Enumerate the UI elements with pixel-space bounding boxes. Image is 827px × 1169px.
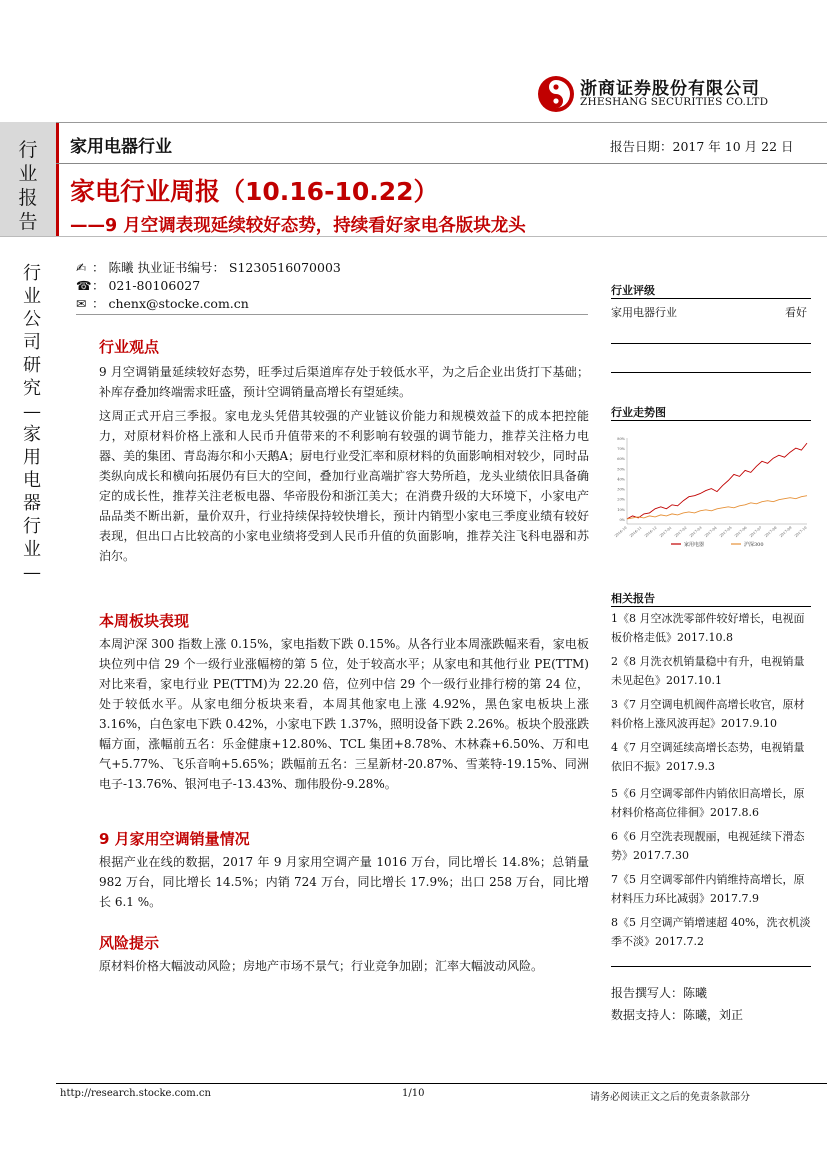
x-tick-label: 2017-06 bbox=[733, 525, 748, 539]
x-tick-label: 2016-11 bbox=[628, 525, 643, 539]
header-rule bbox=[56, 163, 827, 164]
ac-paragraph: 根据产业在线的数据，2017 年 9 月家用空调产量 1016 万台，同比增长 14.8%；总销量 982 万台，同比增长 14.5%；内销 724 万台，同比增长 17.9%；出口 258 万台，同比增长 6.1 %。 bbox=[99, 855, 589, 909]
view-paragraph-2: 这周正式开启三季报。家电龙头凭借其较强的产业链议价能力和规模效益下的成本把控能力，对原材料价格上涨和人民币升值带来的不利影响有较强的调节能力，推荐关注格力电器、美的集团、青岛海尔和小天鹅A；厨电行业受汇率和原材料的负面影响相对较少，同时品类纵向成长和横向拓展仍有巨大的空间，叠加行业高端扩容大势所趋，龙头业绩依旧具备确定的成长性，推荐关注老板电器、华帝股份和浙江美大；在消费升级的大环境下，小家电产品品类不断出新，量价双升，行业持续保持较快增长，预计内销型小家电三季度业绩有较好表现，但出口占比较高的小家电业绩将受到人民币升值的负面影响，推荐关注飞科电器和苏泊尔。 bbox=[99, 409, 589, 563]
contact-rule bbox=[76, 314, 588, 315]
section-title-risk: 风险提示 bbox=[99, 934, 160, 952]
industry-trend-chart bbox=[611, 432, 811, 552]
related-item[interactable]: 8《5 月空调产销增速超 40%，洗衣机淡季不淡》2017.7.2 bbox=[611, 916, 811, 948]
x-tick-label: 2017-04 bbox=[703, 525, 718, 539]
x-tick-label: 2017-03 bbox=[688, 525, 703, 539]
rating-rule-3 bbox=[611, 372, 811, 373]
page-number: 1/10 bbox=[402, 1088, 425, 1099]
series-line-0 bbox=[627, 443, 807, 519]
y-tick-label: 80% bbox=[617, 437, 625, 441]
related-item[interactable]: 4《7 月空调延续高增长态势，电视销量依旧不振》2017.9.3 bbox=[611, 741, 805, 773]
y-tick-label: 40% bbox=[617, 477, 625, 482]
y-tick-label: 20% bbox=[617, 497, 625, 502]
rating-value: 看好 bbox=[785, 306, 807, 319]
rating-row bbox=[611, 304, 807, 320]
legend-label: 家用电器 bbox=[684, 542, 705, 548]
related-bottom-rule bbox=[611, 966, 811, 967]
trend-rule bbox=[611, 420, 811, 421]
x-tick-label: 2017-01 bbox=[658, 525, 673, 539]
email-contact[interactable] bbox=[76, 294, 249, 312]
data-support: 数据支持人：陈曦，刘正 bbox=[611, 1008, 744, 1022]
x-tick-label: 2017-07 bbox=[748, 525, 763, 539]
x-tick-label: 2017-09 bbox=[778, 525, 793, 539]
company-name-en: ZHESHANG SECURITIES CO.LTD bbox=[580, 96, 769, 108]
section-title-view: 行业观点 bbox=[99, 338, 160, 356]
vertical-category-label: 行业公司研究—家用电器行业— bbox=[23, 263, 41, 583]
x-tick-label: 2017-08 bbox=[763, 525, 778, 539]
phone-contact bbox=[76, 276, 200, 294]
mail-icon: ✉ bbox=[76, 296, 87, 311]
company-logo bbox=[536, 72, 776, 116]
risk-paragraph: 原材料价格大幅波动风险；房地产市场不景气；行业竞争加剧；汇率大幅波动风险。 bbox=[99, 959, 544, 973]
related-item[interactable]: 6《6 月空洗表现靓丽，电视延续下滑态势》2017.7.30 bbox=[611, 830, 805, 862]
y-tick-label: 10% bbox=[617, 507, 625, 512]
company-name-cn: 浙商证券股份有限公司 bbox=[580, 79, 760, 99]
report-type-tab bbox=[0, 122, 56, 236]
board-paragraph: 本周沪深 300 指数上涨 0.15%，家电指数下跌 0.15%。从各行业本周涨跌幅来看，家电板块位列中信 29 个一级行业涨幅榜的第 5 位，处于较高水平；从家电和其他行业 PE(TTM)对比来看，家电行业 PE(TTM)为 22.20 倍，位列中信 29 个一级行业排行榜的第 24 位，处于较低水平。从家电细分板块来看，本周其他家电上涨 4.92%，黑色家电板块上涨 3.16%，白色家电下跌 0.42%，小家电下跌 1.37%，照明设备下跌 2.26%。板块个股涨跌幅方面，涨幅前五名：乐金健康+12.80%、TCL 集团+8.78%、木林森+6.50%、万和电气+5.77%、飞乐音响+5.65%；跌幅前五名：三星新材-20.87%、雪莱特-19.15%、同洲电子-13.76%、银河电子-13.43%、珈伟股份-9.28%。 bbox=[99, 637, 589, 791]
analyst-info: ： 陈曦 执业证书编号： S1230516070003 bbox=[92, 260, 341, 275]
related-rule bbox=[611, 606, 811, 607]
trend-title: 行业走势图 bbox=[611, 406, 666, 419]
view-paragraph-1: 9 月空调销量延续较好态势，旺季过后渠道库存处于较低水平，为之后企业出货打下基础；补库存叠加终端需求旺盛，预计空调销量高增长有望延续。 bbox=[99, 365, 589, 399]
rating-rule-2 bbox=[611, 343, 811, 344]
report-title: 家电行业周报（10.16-10.22） bbox=[70, 177, 439, 206]
x-tick-label: 2016-10 bbox=[613, 525, 628, 539]
phone-number: ： 021-80106027 bbox=[92, 278, 201, 293]
header-top-rule bbox=[56, 122, 827, 123]
related-item[interactable]: 3《7 月空调电机阀件高增长收官，原材料价格上涨风波再起》2017.9.10 bbox=[611, 698, 805, 730]
rating-title: 行业评级 bbox=[611, 284, 655, 297]
y-tick-label: 50% bbox=[617, 467, 625, 472]
report-subtitle: ——9 月空调表现延续较好态势，持续看好家电各版块龙头 bbox=[70, 216, 526, 236]
zheshang-logo-icon bbox=[536, 74, 576, 114]
x-tick-label: 2016-12 bbox=[643, 525, 658, 539]
pen-icon: ✍ bbox=[76, 260, 87, 275]
related-item[interactable]: 5《6 月空调零部件内销依旧高增长，原材料价格高位徘徊》2017.8.6 bbox=[611, 787, 805, 819]
analyst-contact bbox=[76, 258, 341, 276]
y-tick-label: 70% bbox=[617, 447, 625, 452]
related-item[interactable]: 2《8 月洗衣机销量稳中有升，电视销量未见起色》2017.10.1 bbox=[611, 655, 805, 687]
related-title: 相关报告 bbox=[611, 592, 655, 605]
footer-disclaimer: 请务必阅读正文之后的免责条款部分 bbox=[590, 1092, 750, 1103]
footer-url[interactable]: http://research.stocke.com.cn bbox=[60, 1088, 211, 1099]
footer-rule bbox=[56, 1083, 827, 1084]
legend-label: 沪深300 bbox=[744, 542, 764, 548]
x-tick-label: 2017-05 bbox=[718, 525, 733, 539]
report-date: 报告日期：2017 年 10 月 22 日 bbox=[610, 139, 794, 154]
accent-bar bbox=[56, 122, 59, 236]
section-title-board: 本周板块表现 bbox=[99, 612, 190, 630]
email-address[interactable]: ： chenx@stocke.com.cn bbox=[92, 296, 249, 311]
x-tick-label: 2017-10 bbox=[793, 525, 808, 539]
series-line-1 bbox=[627, 496, 807, 519]
y-tick-label: 60% bbox=[617, 457, 625, 462]
section-title-ac: 9 月家用空调销量情况 bbox=[99, 830, 250, 848]
y-tick-label: 0% bbox=[619, 517, 625, 522]
industry-name: 家用电器行业 bbox=[70, 137, 172, 157]
related-item[interactable]: 1《8 月空冰洗零部件较好增长，电视面板价格走低》2017.10.8 bbox=[611, 612, 805, 644]
rating-rule bbox=[611, 298, 811, 299]
report-author: 报告撰写人：陈曦 bbox=[611, 986, 708, 1000]
rating-industry: 家用电器行业 bbox=[611, 306, 677, 319]
related-item[interactable]: 7《5 月空调零部件内销维持高增长，原材料压力环比减弱》2017.7.9 bbox=[611, 873, 805, 905]
y-tick-label: 30% bbox=[617, 487, 625, 492]
phone-icon: ☎ bbox=[76, 278, 92, 293]
title-bottom-rule bbox=[0, 236, 827, 237]
x-tick-label: 2017-02 bbox=[673, 525, 688, 539]
report-type-label: 行业报告 bbox=[18, 139, 38, 233]
